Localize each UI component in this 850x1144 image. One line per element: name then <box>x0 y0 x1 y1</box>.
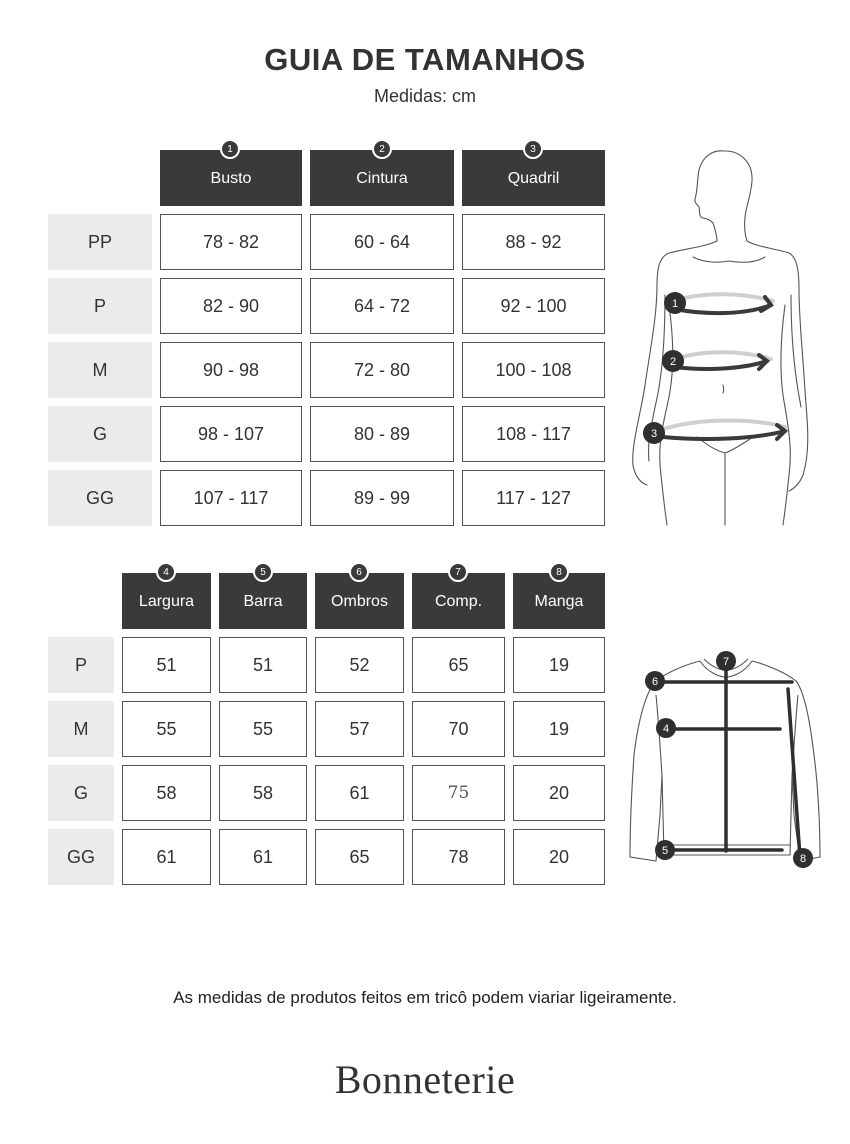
row-label: G <box>48 406 152 462</box>
marker-badge: 8 <box>549 562 569 582</box>
table-cell: 75 <box>412 765 505 821</box>
table-cell: 51 <box>219 637 307 693</box>
table-cell: 61 <box>219 829 307 885</box>
table-cell: 98 - 107 <box>160 406 302 462</box>
row-label: PP <box>48 214 152 270</box>
table-cell: 19 <box>513 637 605 693</box>
row-label: P <box>48 637 114 693</box>
sweater-marker-6 <box>645 671 665 691</box>
table-cell: 108 - 117 <box>462 406 605 462</box>
header-manga: Manga <box>513 573 605 629</box>
table-cell: 57 <box>315 701 404 757</box>
marker-badge: 4 <box>156 562 176 582</box>
sweater-marker-4 <box>656 718 676 738</box>
table-cell: 55 <box>219 701 307 757</box>
table-cell: 100 - 108 <box>462 342 605 398</box>
table-cell: 80 - 89 <box>310 406 454 462</box>
svg-text:8: 8 <box>799 853 807 865</box>
header-barra: Barra <box>219 573 307 629</box>
table-cell: 78 - 82 <box>160 214 302 270</box>
row-label: P <box>48 278 152 334</box>
header-cintura: Cintura <box>310 150 454 206</box>
body-marker-3 <box>643 422 665 444</box>
table-cell: 55 <box>122 701 211 757</box>
marker-badge: 5 <box>253 562 273 582</box>
header-largura: Largura <box>122 573 211 629</box>
header-quadril: Quadril <box>462 150 605 206</box>
marker-badge: 2 <box>372 139 392 159</box>
table-cell: 20 <box>513 829 605 885</box>
table-cell: 58 <box>219 765 307 821</box>
table-cell: 70 <box>412 701 505 757</box>
body-marker-2 <box>662 350 684 372</box>
header-comp: Comp. <box>412 573 505 629</box>
brand-logo: Bonneterie <box>334 1057 516 1102</box>
body-measurement-figure <box>625 145 815 530</box>
sweater-marker-5 <box>655 840 675 860</box>
svg-text:5: 5 <box>661 845 669 857</box>
sweater-marker-7 <box>716 651 736 671</box>
table-cell: 60 - 64 <box>310 214 454 270</box>
table-cell: 61 <box>122 829 211 885</box>
sweater-marker-8 <box>793 848 813 868</box>
svg-text:4: 4 <box>662 723 670 735</box>
row-label: GG <box>48 829 114 885</box>
row-label: GG <box>48 470 152 526</box>
table-cell: 117 - 127 <box>462 470 605 526</box>
table-cell: 51 <box>122 637 211 693</box>
footnote: As medidas de produtos feitos em tricô podem viariar ligeiramente. <box>173 988 677 1007</box>
svg-text:7: 7 <box>722 656 730 668</box>
marker-badge: 6 <box>349 562 369 582</box>
svg-text:1: 1 <box>671 298 679 310</box>
row-label: M <box>48 342 152 398</box>
table-cell: 78 <box>412 829 505 885</box>
table-cell: 90 - 98 <box>160 342 302 398</box>
page-subtitle: Medidas: cm <box>373 86 477 106</box>
row-label: G <box>48 765 114 821</box>
svg-text:6: 6 <box>651 676 659 688</box>
table-cell: 61 <box>315 765 404 821</box>
row-label: M <box>48 701 114 757</box>
table-cell: 107 - 117 <box>160 470 302 526</box>
sweater-measurement-figure <box>620 645 825 880</box>
page-title: GUIA DE TAMANHOS <box>264 42 586 77</box>
table-cell: 82 - 90 <box>160 278 302 334</box>
table-cell: 72 - 80 <box>310 342 454 398</box>
table-cell: 92 - 100 <box>462 278 605 334</box>
table-cell: 64 - 72 <box>310 278 454 334</box>
table-cell: 58 <box>122 765 211 821</box>
header-ombros: Ombros <box>315 573 404 629</box>
table-cell: 19 <box>513 701 605 757</box>
table-cell: 20 <box>513 765 605 821</box>
svg-text:3: 3 <box>650 428 658 440</box>
table-cell: 89 - 99 <box>310 470 454 526</box>
table-cell: 88 - 92 <box>462 214 605 270</box>
marker-badge: 1 <box>220 139 240 159</box>
marker-badge: 3 <box>523 139 543 159</box>
table-cell: 65 <box>412 637 505 693</box>
table-cell: 65 <box>315 829 404 885</box>
marker-badge: 7 <box>448 562 468 582</box>
svg-text:2: 2 <box>669 356 677 368</box>
table-cell: 52 <box>315 637 404 693</box>
body-marker-1 <box>664 292 686 314</box>
header-busto: Busto <box>160 150 302 206</box>
